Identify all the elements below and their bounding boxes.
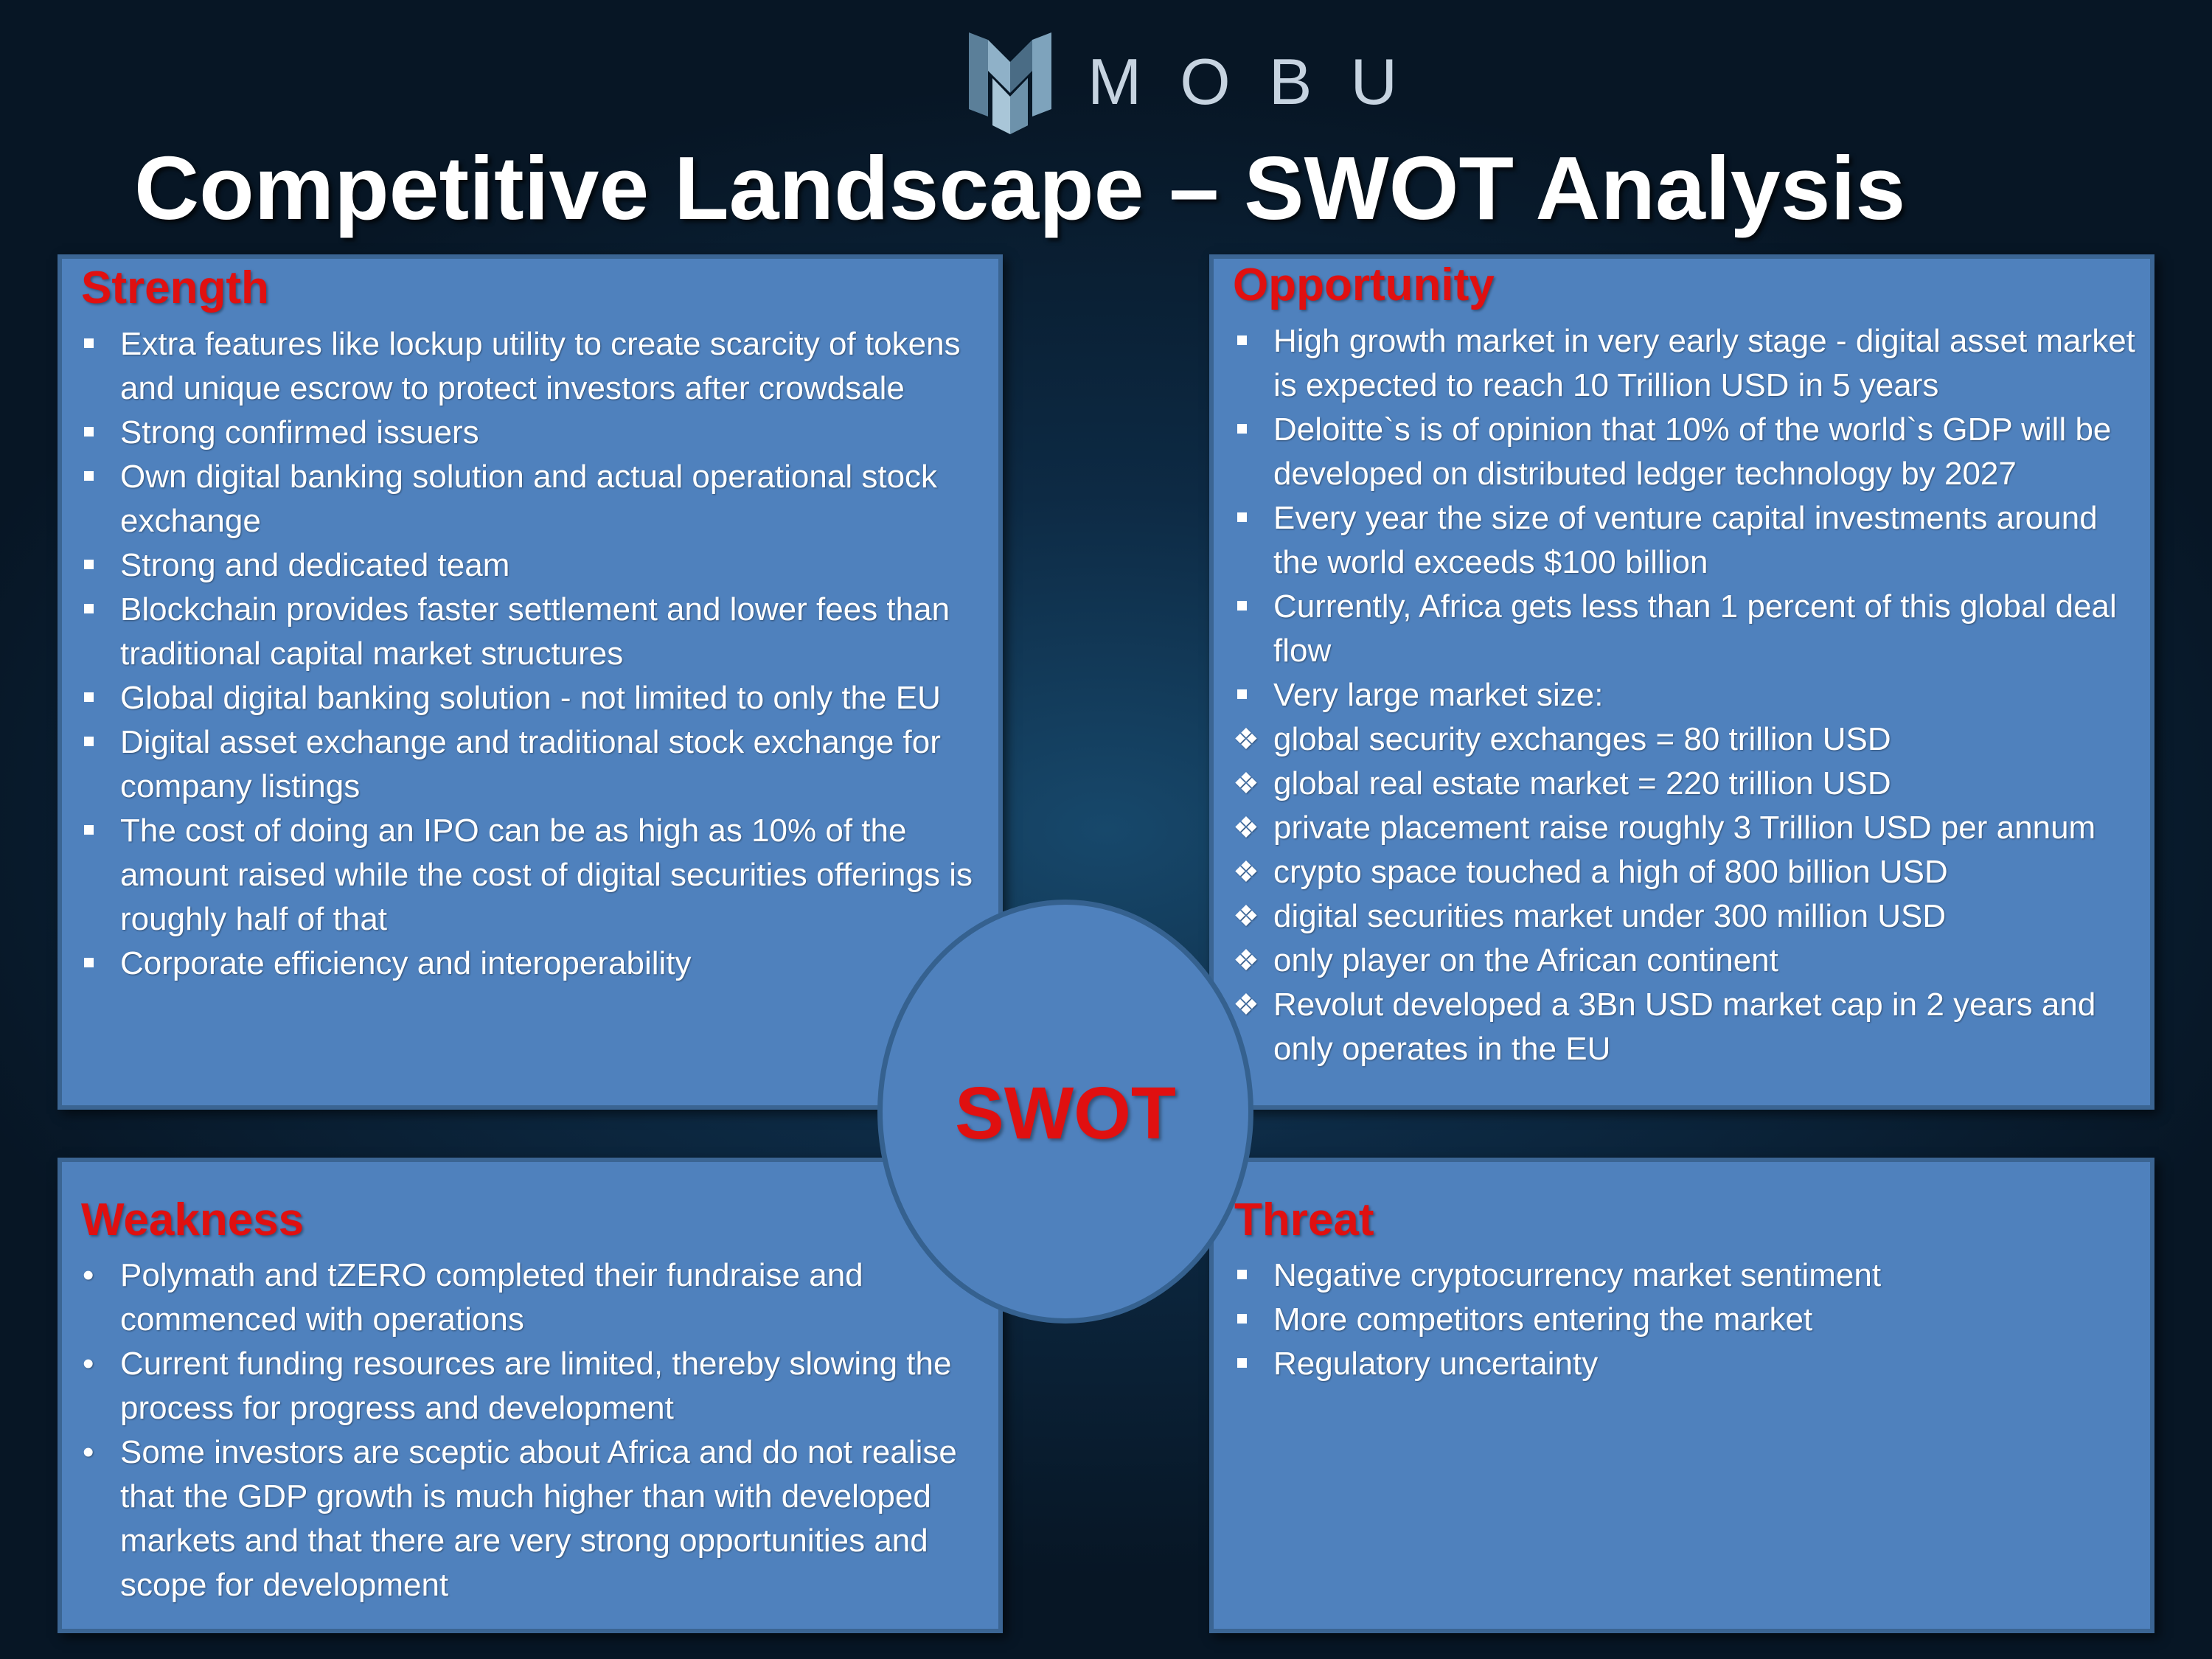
list-item: • Current funding resources are limited, thereby slowing the process for progress and development: [80, 1342, 979, 1430]
list-item: Very large market size:: [1233, 673, 2147, 717]
list-item: Every year the size of venture capital investments around the world exceeds $100 billion: [1233, 496, 2147, 585]
mobu-logo-icon: [966, 27, 1054, 137]
list-item: Global digital banking solution - not limited to only the EU: [80, 676, 979, 720]
opportunity-heading: Opportunity: [1233, 260, 1495, 310]
list-item: Strong confirmed issuers: [80, 411, 979, 455]
list-item: The cost of doing an IPO can be as high as 10% of the amount raised while the cost of digital securities offerings is roughly half of that: [80, 809, 979, 942]
swot-center-label: SWOT: [955, 1072, 1176, 1155]
page-title: Competitive Landscape – SWOT Analysis: [134, 138, 1906, 238]
list-item: Blockchain provides faster settlement and lower fees than traditional capital market structures: [80, 588, 979, 676]
list-item: Digital asset exchange and traditional stock exchange for company listings: [80, 720, 979, 809]
sub-list-item: ❖ Revolut developed a 3Bn USD market cap in 2 years and only operates in the EU: [1233, 983, 2147, 1071]
sub-list-item: ❖ private placement raise roughly 3 Trillion USD per annum: [1233, 806, 2147, 850]
list-item: Negative cryptocurrency market sentiment: [1233, 1253, 2132, 1298]
threat-list: [1233, 1253, 2132, 1386]
weakness-list: [80, 1253, 979, 1607]
strength-heading: Strength: [81, 262, 269, 313]
sub-list-item: ❖ digital securities market under 300 million USD: [1233, 894, 2147, 939]
sub-list-item: ❖ crypto space touched a high of 800 billion USD: [1233, 850, 2147, 894]
weakness-heading: Weakness: [81, 1194, 305, 1245]
list-item: Currently, Africa gets less than 1 percent of this global deal flow: [1233, 585, 2147, 673]
list-item: Deloitte`s is of opinion that 10% of the world`s GDP will be developed on distributed ledger technology by 2027: [1233, 408, 2147, 496]
list-item: Extra features like lockup utility to create scarcity of tokens and unique escrow to protect investors after crowdsale: [80, 322, 979, 411]
list-item: Corporate efficiency and interoperability: [80, 942, 979, 986]
list-item: High growth market in very early stage - digital asset market is expected to reach 10 Trillion USD in 5 years: [1233, 319, 2147, 408]
logo-wordmark: MOBU: [1088, 45, 1436, 118]
sub-list-item: ❖ global security exchanges = 80 trillion USD: [1233, 717, 2147, 762]
list-item: • Polymath and tZERO completed their fundraise and commenced with operations: [80, 1253, 979, 1342]
sub-list-item: ❖ only player on the African continent: [1233, 939, 2147, 983]
mobu-logo: [966, 27, 1438, 137]
list-item: Strong and dedicated team: [80, 543, 979, 588]
strength-list: [80, 322, 979, 986]
list-item: Own digital banking solution and actual operational stock exchange: [80, 455, 979, 543]
list-item: More competitors entering the market: [1233, 1298, 2132, 1342]
threat-heading: Threat: [1234, 1194, 1374, 1245]
list-item: • Some investors are sceptic about Africa and do not realise that the GDP growth is much higher than with developed markets and that there are very strong opportunities and scope for development: [80, 1430, 979, 1607]
list-item: Regulatory uncertainty: [1233, 1342, 2132, 1386]
sub-list-item: ❖ global real estate market = 220 trillion USD: [1233, 762, 2147, 806]
opportunity-list: [1233, 319, 2147, 1071]
